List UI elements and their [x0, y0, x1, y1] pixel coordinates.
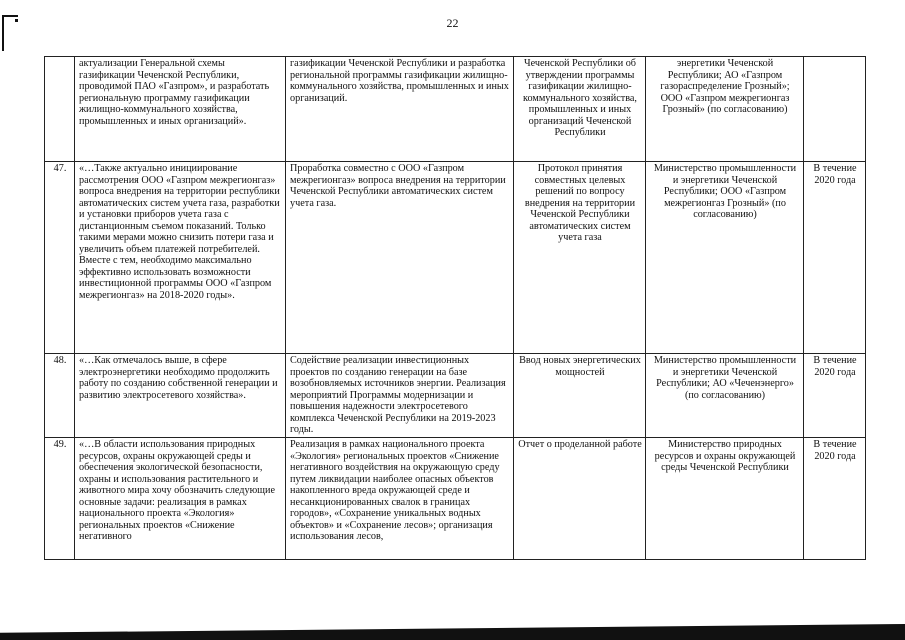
action-cell: газификации Чеченской Республики и разработка региональной программы газификации жилищно-коммунального хозяйства, промышленных и иных организаций.: [286, 57, 514, 162]
table-row: [45, 438, 866, 560]
page-number: 22: [446, 16, 459, 30]
action-cell: Проработка совместно с ООО «Газпром межрегионгаз» вопроса внедрения на территории Чеченской Республики автоматических систем учета газа.: [286, 162, 514, 354]
scan-corner-dot: [15, 19, 18, 22]
row-number: [45, 57, 75, 162]
result-cell: Отчет о проделанной работе: [514, 438, 646, 560]
table-row: [45, 57, 866, 162]
responsible-cell: Министерство промышленности и энергетики Чеченской Республики; АО «Чеченэнерго» (по согласованию): [646, 354, 804, 438]
responsible-cell: Министерство промышленности и энергетики Чеченской Республики; ООО «Газпром межрегионгаз Грозный» (по согласованию): [646, 162, 804, 354]
plan-table: [44, 56, 866, 560]
quote-cell: «…Как отмечалось выше, в сфере электроэнергетики необходимо продолжить работу по созданию собственной генерации и развитию электросетевого хозяйства».: [75, 354, 286, 438]
deadline-cell: В течение 2020 года: [804, 438, 866, 560]
table-row: [45, 162, 866, 354]
row-number: 49.: [45, 438, 75, 560]
result-cell: Чеченской Республики об утверждении программы газификации жилищно-коммунального хозяйства, промышленных и иных организаций Чеченской Республики: [514, 57, 646, 162]
row-number: 47.: [45, 162, 75, 354]
scan-bottom-edge: [0, 624, 905, 640]
responsible-cell: Министерство природных ресурсов и охраны окружающей среды Чеченской Республики: [646, 438, 804, 560]
action-cell: Реализация в рамках национального проекта «Экология» региональных проектов «Снижение негативного воздействия на окружающую среду путем ликвидации наиболее опасных объектов накопленного вреда окружающей среде и несанкционированных свалок в границах городов», «Сохранение уникальных водных объектов» и «Сохранение лесов»; организация использования лесов,: [286, 438, 514, 560]
row-number: 48.: [45, 354, 75, 438]
deadline-cell: В течение 2020 года: [804, 162, 866, 354]
quote-cell: «…Также актуально инициирование рассмотрения ООО «Газпром межрегионгаз» вопроса внедрения на территории республики автоматических систем учета газа, разработки и установки приборов учета газа с дистанционным съемом показаний. Только такими мерами можно снизить потери газа и увеличить объем платежей потребителей. Вместе с тем, необходимо максимально эффективно использовать возможности инвестиционной программы ООО «Газпром межрегионгаз» на 2018-2020 годы».: [75, 162, 286, 354]
table-row: [45, 354, 866, 438]
deadline-cell: [804, 57, 866, 162]
result-cell: Ввод новых энергетических мощностей: [514, 354, 646, 438]
action-cell: Содействие реализации инвестиционных проектов по созданию генерации на базе возобновляемых источников энергии. Реализация мероприятий Программы модернизации и повышения надежности электросетевого комплекса Чеченской Республики на 2019-2023 годы.: [286, 354, 514, 438]
result-cell: Протокол принятия совместных целевых решений по вопросу внедрения на территории Чеченской Республики автоматических систем учета газа: [514, 162, 646, 354]
responsible-cell: энергетики Чеченской Республики; АО «Газпром газораспределение Грозный»; ООО «Газпром межрегионгаз Грозный» (по согласованию): [646, 57, 804, 162]
quote-cell: актуализации Генеральной схемы газификации Чеченской Республики, проводимой ПАО «Газпром», и разработать региональную программу газификации жилищно-коммунального хозяйства, промышленных и иных организаций».: [75, 57, 286, 162]
deadline-cell: В течение 2020 года: [804, 354, 866, 438]
quote-cell: «…В области использования природных ресурсов, охраны окружающей среды и обеспечения экологической безопасности, охраны и использования растительного и животного мира хочу обозначить следующие основные задачи: реализация в рамках национального проекта «Экология» региональных проектов «Снижение негативного: [75, 438, 286, 560]
